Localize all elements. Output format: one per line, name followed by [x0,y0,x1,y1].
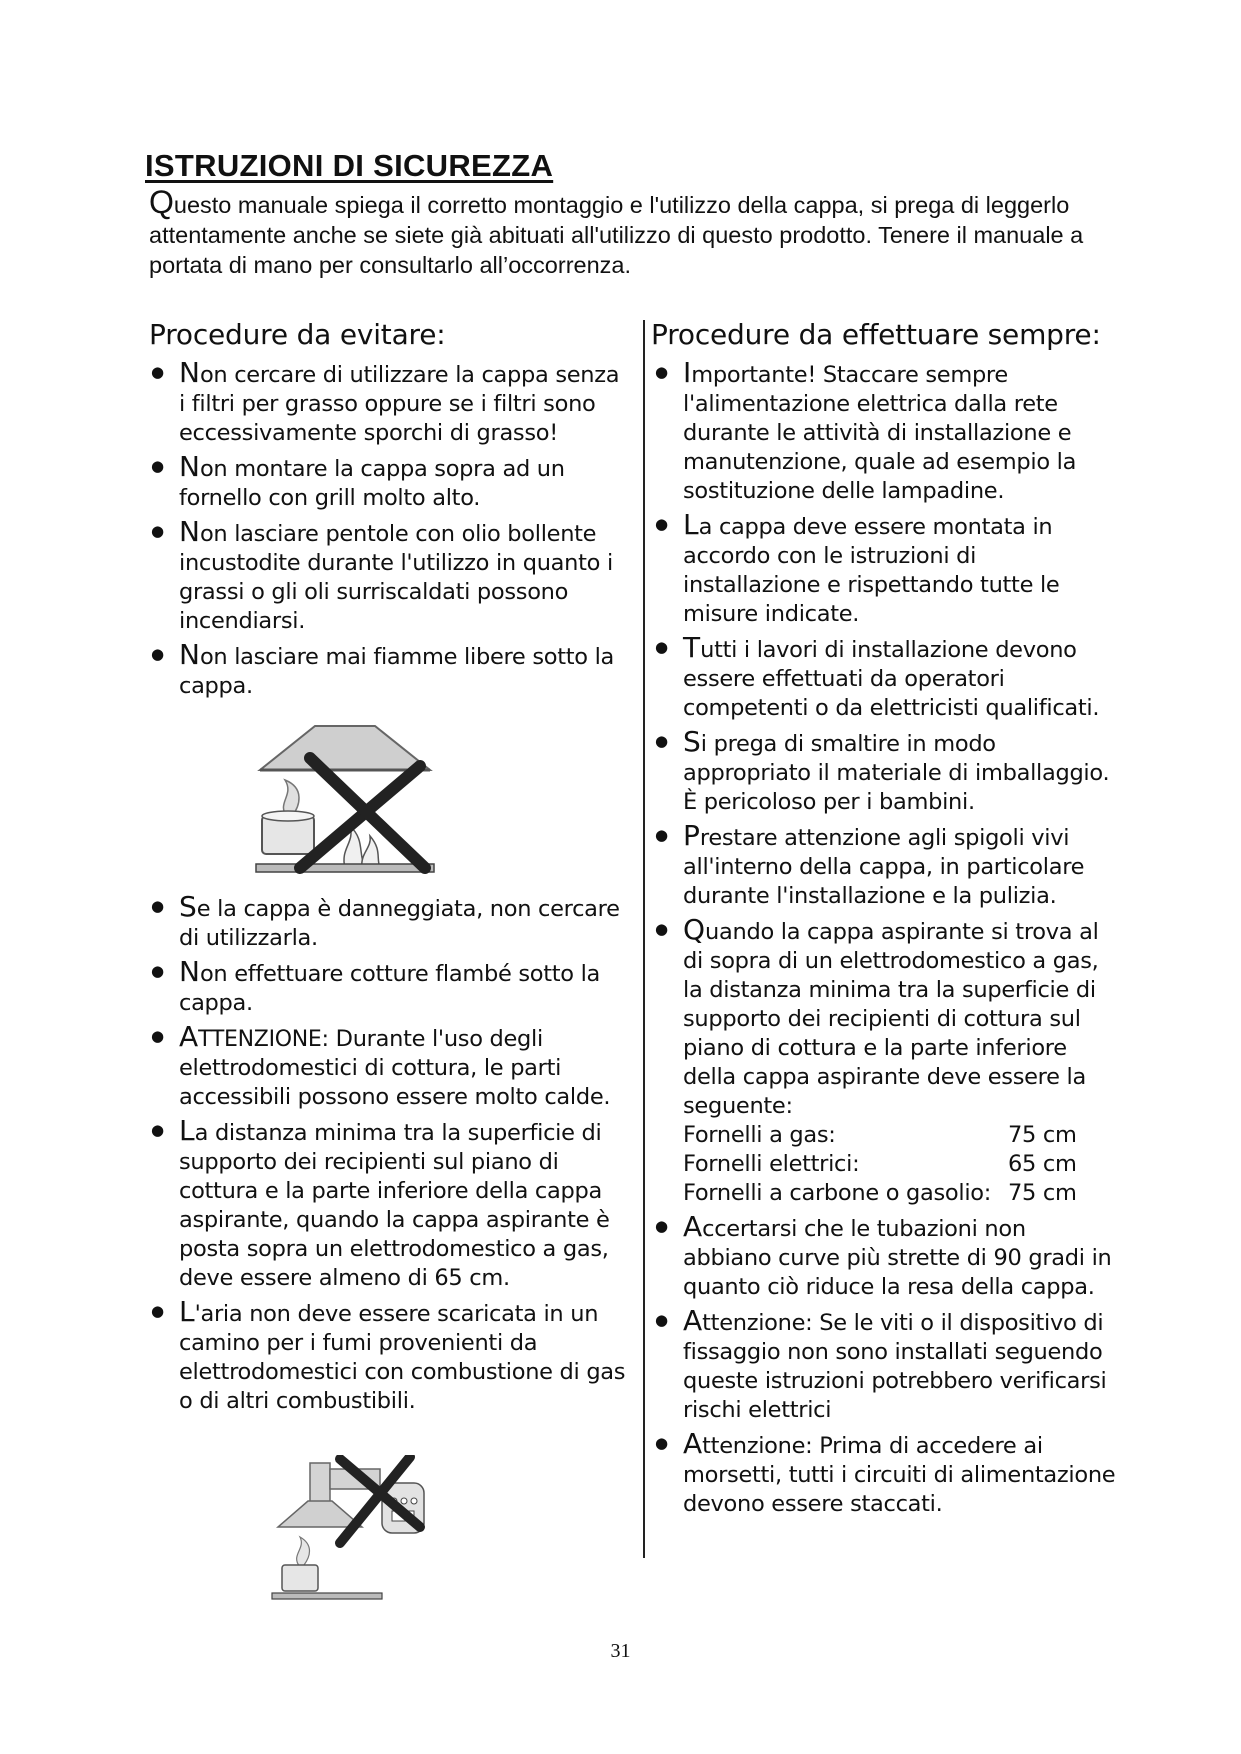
drop-cap: Q [149,184,174,220]
list-item: ● Accertarsi che le tubazioni non abbiano curve più strette di 90 gradi in quanto ciò riduce la resa della cappa. [655,1212,1120,1302]
list-item: ● Attenzione: Se le viti o il dispositivo di fissaggio non sono installati seguendo queste istruzioni potrebbero verificarsi rischi elettrici [655,1306,1120,1425]
always-list [655,358,1120,1523]
distance-value: 75 cm [1008,1180,1077,1206]
distance-value: 65 cm [1008,1151,1077,1177]
distance-label: Fornelli a gas: [683,1122,836,1148]
list-item: ● Se la cappa è danneggiata, non cercare di utilizzarla. [151,892,631,953]
list-item: ● La distanza minima tra la superficie di supporto dei recipienti sul piano di cottura e la parte inferiore della cappa aspirante, quando la cappa aspirante è posta sopra un elettrodomestico a gas, deve essere almeno di 65 cm. [151,1116,631,1293]
distance-table [683,1121,1120,1208]
intro-paragraph [149,184,1109,280]
list-item: ● Attenzione: Prima di accedere ai morsetti, tutti i circuiti di alimentazione devono essere staccati. [655,1429,1120,1519]
avoid-list-bottom [151,892,631,1420]
list-item: ● La cappa deve essere montata in accordo con le istruzioni di installazione e rispettando tutte le misure indicate. [655,510,1120,629]
avoid-list-top [151,358,631,705]
list-item: ● Si prega di smaltire in modo appropriato il materiale di imballaggio. È pericoloso per i bambini. [655,727,1120,817]
avoid-heading: Procedure da evitare: [149,318,446,351]
column-divider [643,320,645,1558]
list-item: ● Non lasciare mai fiamme libere sotto la cappa. [151,640,631,701]
list-item: ● Importante! Staccare sempre l'alimentazione elettrica dalla rete durante le attività di installazione e manutenzione, quale ad esempio la sostituzione delle lampadine. [655,358,1120,506]
list-item: ● Non lasciare pentole con olio bollente incustodite durante l'utilizzo in quanto i grassi o gli oli surriscaldati possono incendiarsi. [151,517,631,636]
list-item: ● Non montare la cappa sopra ad un fornello con grill molto alto. [151,452,631,513]
no-open-flame-illustration [250,718,440,888]
page-number: 31 [610,1640,631,1662]
list-item: ● Non effettuare cotture flambé sotto la cappa. [151,957,631,1018]
list-item: ● Prestare attenzione agli spigoli vivi all'interno della cappa, in particolare durante l'installazione e la pulizia. [655,821,1120,911]
list-item: ● L'aria non deve essere scaricata in un camino per i fumi provenienti da elettrodomestici con combustione di gas o di altri combustibili. [151,1297,631,1416]
page-title: ISTRUZIONI DI SICUREZZA [145,148,554,183]
no-shared-flue-illustration [270,1455,450,1605]
list-item: ● ATTENZIONE: Durante l'uso degli elettrodomestici di cottura, le parti accessibili possono essere molto calde. [151,1022,631,1112]
always-heading: Procedure da effettuare sempre: [651,318,1101,351]
list-item: ● Non cercare di utilizzare la cappa senza i filtri per grasso oppure se i filtri sono eccessivamente sporchi di grasso! [151,358,631,448]
distance-label: Fornelli elettrici: [683,1151,860,1177]
list-item-distances: ● Quando la cappa aspirante si trova al di sopra di un elettrodomestico a gas, la distanza minima tra la superficie di supporto dei recipienti di cottura sul piano di cottura e la parte inferiore della cappa aspirante deve essere la seguente: Fornelli a gas: 75 cm Fornelli elettrici: 65 cm Fornelli a carbone o gasolio: 75 cm [655,915,1120,1208]
intro-text: uesto manuale spiega il corretto montaggio e l'utilizzo della cappa, si prega di leggerlo attentamente anche se siete già abituati all'utilizzo di questo prodotto. Tenere il manuale a portata di mano per consultarlo all’occorrenza. [149,192,1084,278]
distance-label: Fornelli a carbone o gasolio: [683,1180,992,1206]
list-item: ● Tutti i lavori di installazione devono essere effettuati da operatori competenti o da elettricisti qualificati. [655,633,1120,723]
distance-value: 75 cm [1008,1122,1077,1148]
